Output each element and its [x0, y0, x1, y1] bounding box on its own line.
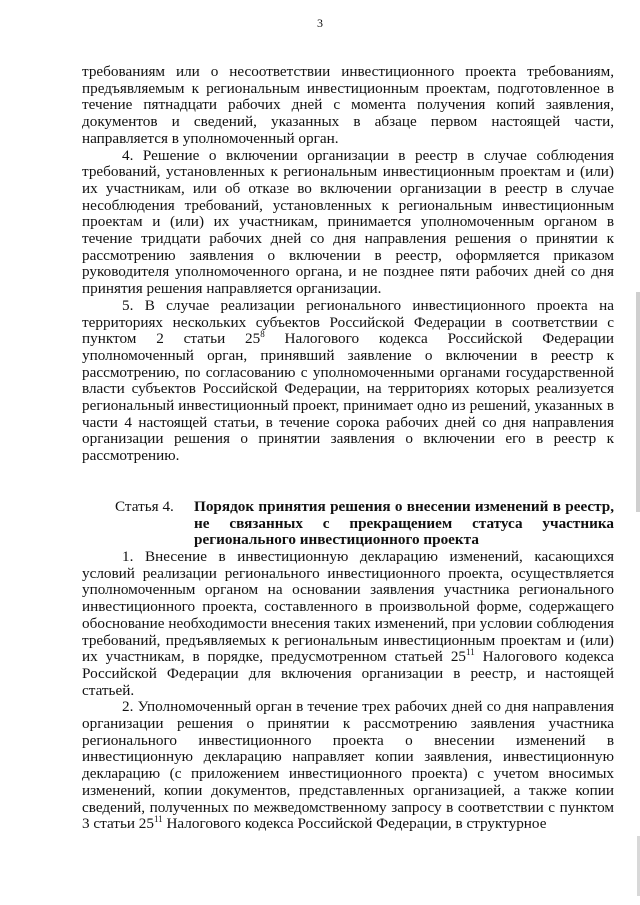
section-gap: [82, 465, 614, 499]
document-body: [82, 64, 614, 833]
paragraph-5-superscript: 8: [260, 329, 265, 340]
paragraph-continuation: требованиям или о несоответствии инвестиционного проекта требованиям, предъявляемым к региональным инвестиционным проектам, подготовленное в течение пятнадцати рабочих дней с момента получения копий заявления, документов и сведений, указанных в абзаце первом настоящей части, направляется в уполномоченный орган.: [82, 63, 614, 147]
article-4-label: Статья 4.: [115, 497, 174, 515]
article-4-paragraph-1: [82, 549, 614, 699]
paragraph-5: [82, 298, 614, 465]
a4p1-superscript: 11: [466, 647, 475, 658]
scan-edge-shadow: [636, 292, 640, 512]
article-4-paragraph-2: [82, 699, 614, 833]
article-4-title: Порядок принятия решения о внесении изменений в реестр, не связанных с прекращением статуса участника регионального инвестиционного проекта: [194, 497, 614, 549]
a4p2-text-a: 2. Уполномоченный орган в течение трех рабочих дней со дня направления организации решения о принятии к рассмотрению заявления участника регионального инвестиционного проекта о внесении изменений в инвестиционную декларацию направляет копии заявления, инвестиционную декларацию (с приложением инвестиционного проекта) с учетом вносимых изменений, копии документов, представленных организацией, а также копии сведений, полученных по межведомственному запросу в соответствии с пунктом 3 статьи 25: [82, 698, 614, 833]
paragraph-5-text-a: 5. В случае реализации регионального инвестиционного проекта на территориях нескольких субъектов Российской Федерации в соответствии с пунктом 2 статьи 25: [82, 296, 614, 348]
article-4-heading: [82, 499, 614, 549]
a4p2-text-b: Налогового кодекса Российской Федерации, в структурное: [162, 815, 547, 833]
a4p1-text-a: 1. Внесение в инвестиционную декларацию изменений, касающихся условий реализации регионального инвестиционного проекта, осуществляется уполномоченным органом на основании заявления участника регионального инвестиционного проекта, составленного в произвольной форме, содержащего обоснование необходимости внесения таких изменений, при условии соблюдения требований, предъявляемых к региональным инвестиционным проектам и (или) их участникам, в порядке, предусмотренном статьей 25: [82, 547, 614, 666]
paragraph-4: 4. Решение о включении организации в реестр в случае соблюдения требований, установленных к региональным инвестиционным проектам и (или) их участникам, или об отказе во включении организации в реестр в случае несоблюдения требований, установленных к региональным инвестиционным проектам и (или) их участникам, принимается уполномоченным органом в течение тридцати рабочих дней со дня направления решения о принятии к рассмотрению заявления о включении в реестр, оформляется приказом руководителя уполномоченного органа, и не позднее пяти рабочих дней со дня принятия решения направляется организации.: [82, 146, 614, 298]
page-number: 3: [317, 16, 323, 30]
a4p2-superscript: 11: [153, 814, 163, 825]
a4p1-text-b: Налогового кодекса Российской Федерации для включения организации в реестр, и настоящей статьей.: [82, 648, 614, 699]
paragraph-5-text-b: Налогового кодекса Российской Федерации уполномоченный орган, принявший заявление о включении в реестр к рассмотрению, по согласованию с уполномоченными органами государственной власти субъектов Российской Федерации, на территориях которых реализуется региональный инвестиционный проект, принимает одно из решений, указанных в части 4 настоящей статьи, в течение сорока рабочих дней со дня направления организации решения о принятии заявления о включении его в реестр к рассмотрению.: [82, 330, 614, 465]
